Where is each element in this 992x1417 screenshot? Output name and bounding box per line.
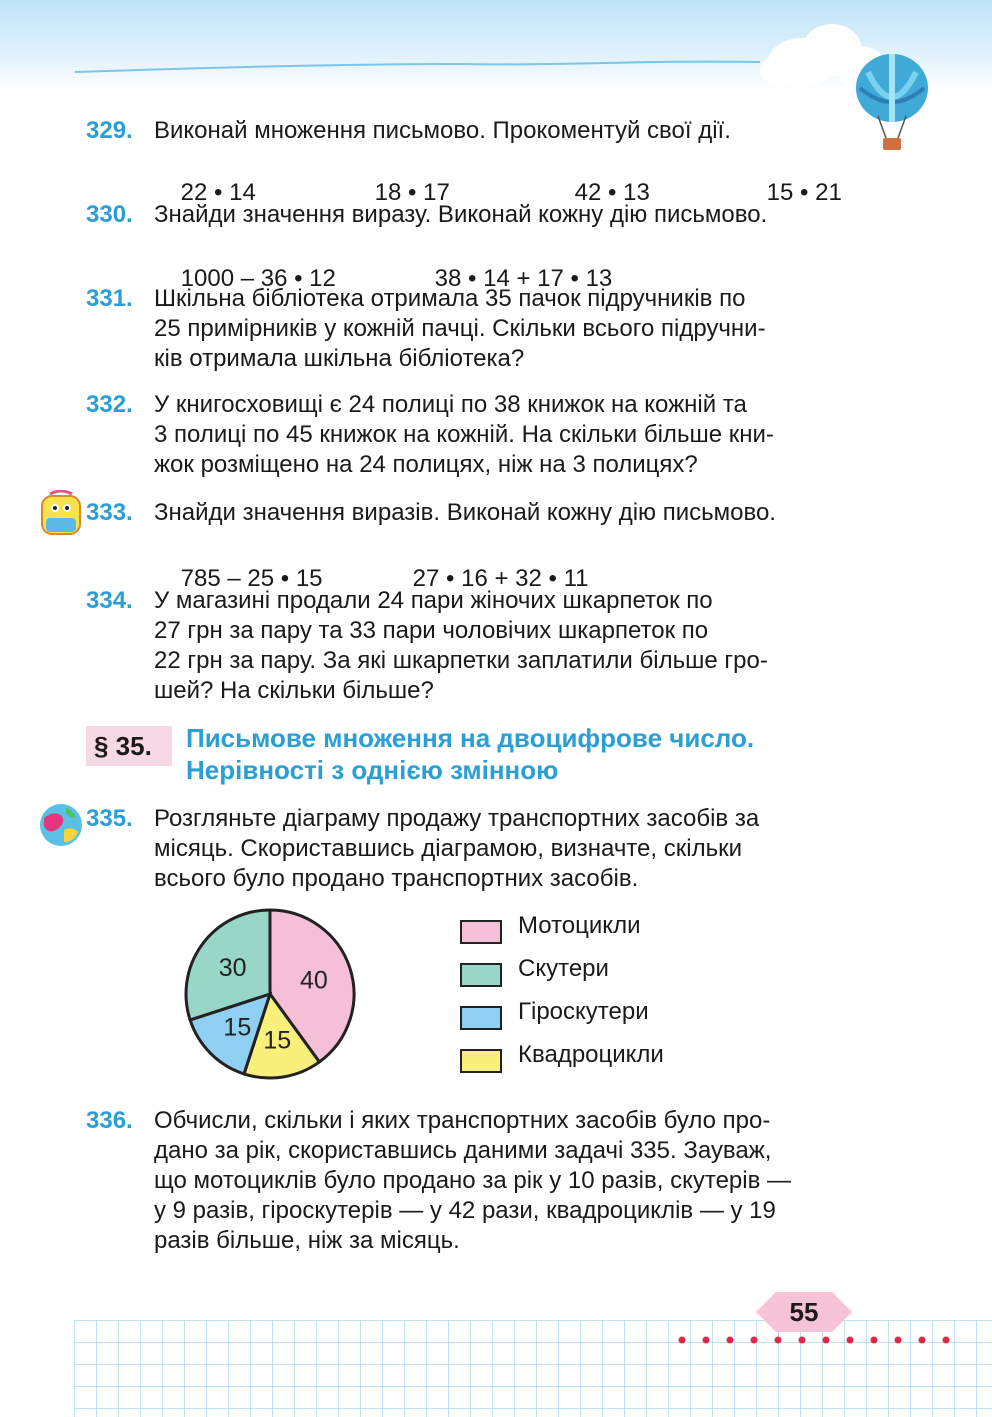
pie-slice-label: 30 — [218, 953, 247, 982]
text-line: дано за рік, скориставшись даними задачі 335. Зауваж, — [154, 1137, 772, 1164]
task-text — [154, 804, 856, 894]
legend-label: Гіроскутери — [518, 998, 649, 1025]
task-number: 332. — [86, 391, 133, 418]
expression: 42 • 13 — [574, 179, 650, 206]
task-336 — [86, 1106, 856, 1256]
task-text: Знайди значення виразу. Виконай кожну дію письмово. — [154, 201, 768, 228]
task-number: 331. — [86, 285, 133, 312]
task-text — [154, 284, 856, 374]
text-line: Розгляньте діаграму продажу транспортних засобів за — [154, 805, 760, 832]
legend-label: Квадроцикли — [518, 1041, 664, 1068]
section-title — [186, 722, 886, 786]
task-number: 330. — [86, 201, 133, 228]
task-332 — [86, 390, 856, 480]
legend-swatch — [460, 963, 502, 987]
section-number: § 35. — [86, 726, 172, 766]
task-number: 333. — [86, 499, 133, 526]
text-line: 25 примірників у кожній пачці. Скільки всього підручни- — [154, 315, 766, 342]
pie-chart — [180, 904, 360, 1084]
expression: 785 – 25 • 15 — [180, 565, 323, 592]
expression: 15 • 21 — [766, 179, 842, 206]
legend-label: Скутери — [518, 955, 609, 982]
legend-swatch — [460, 920, 502, 944]
text-line: що мотоциклів було продано за рік у 10 разів, скутерів — — [154, 1167, 792, 1194]
text-line: місяць. Скориставшись діаграмою, визначте, скільки — [154, 835, 742, 862]
task-number: 329. — [86, 117, 133, 144]
task-text — [154, 1106, 856, 1256]
task-text — [154, 390, 856, 480]
text-line: шей? На скільки більше? — [154, 677, 434, 704]
text-line: Обчисли, скільки і яких транспортних засобів було про- — [154, 1107, 771, 1134]
backpack-icon — [36, 490, 86, 538]
text-line: Шкільна бібліотека отримала 35 пачок підручників по — [154, 285, 746, 312]
task-text: Знайди значення виразів. Виконай кожну дію письмово. — [154, 499, 776, 526]
text-line: ків отримала шкільна бібліотека? — [154, 345, 525, 372]
globe-icon — [36, 800, 86, 850]
expression: 27 • 16 + 32 • 11 — [412, 565, 589, 592]
expression: 38 • 14 + 17 • 13 — [434, 265, 613, 292]
task-text — [154, 586, 856, 706]
task-335 — [86, 804, 856, 894]
text-line: разів більше, ніж за місяць. — [154, 1227, 460, 1254]
pie-slice-label: 15 — [223, 1013, 252, 1042]
pie-slice-label: 40 — [300, 966, 328, 995]
pie-slice-label: 15 — [263, 1026, 292, 1055]
text-line: 22 грн за пару. За які шкарпетки заплатили більше гро- — [154, 647, 768, 674]
legend-label: Мотоцикли — [518, 912, 641, 939]
decorative-dots — [676, 1334, 976, 1346]
hot-air-balloon-icon — [852, 52, 932, 156]
task-number: 336. — [86, 1107, 133, 1134]
task-331 — [86, 284, 856, 374]
task-number: 335. — [86, 805, 133, 832]
text-line: У магазині продали 24 пари жіночих шкарпеток по — [154, 587, 713, 614]
expression: 1000 – 36 • 12 — [180, 265, 336, 292]
text-line: у 9 разів, гіроскутерів — у 42 рази, квадроциклів — у 19 — [154, 1197, 776, 1224]
task-text: Виконай множення письмово. Прокоментуй свої дії. — [154, 117, 731, 144]
task-number: 334. — [86, 587, 133, 614]
expression: 18 • 17 — [374, 179, 450, 206]
page-number: 55 — [789, 1297, 819, 1327]
legend-swatch — [460, 1049, 502, 1073]
task-334 — [86, 586, 856, 706]
text-line: жок розміщено на 24 полицях, ніж на 3 полицях? — [154, 451, 698, 478]
legend-swatch — [460, 1006, 502, 1030]
text-line: У книгосховищі є 24 полиці по 38 книжок на кожній та — [154, 391, 747, 418]
text-line: 27 грн за пару та 33 пари чоловічих шкарпеток по — [154, 617, 709, 644]
expression: 22 • 14 — [180, 179, 256, 206]
text-line: всього було продано транспортних засобів. — [154, 865, 639, 892]
section-title-line: Письмове множення на двоцифрове число. — [186, 723, 755, 753]
text-line: 3 полиці по 45 книжок на кожній. На скільки більше кни- — [154, 421, 774, 448]
section-title-line: Нерівності з однією змінною — [186, 755, 559, 785]
